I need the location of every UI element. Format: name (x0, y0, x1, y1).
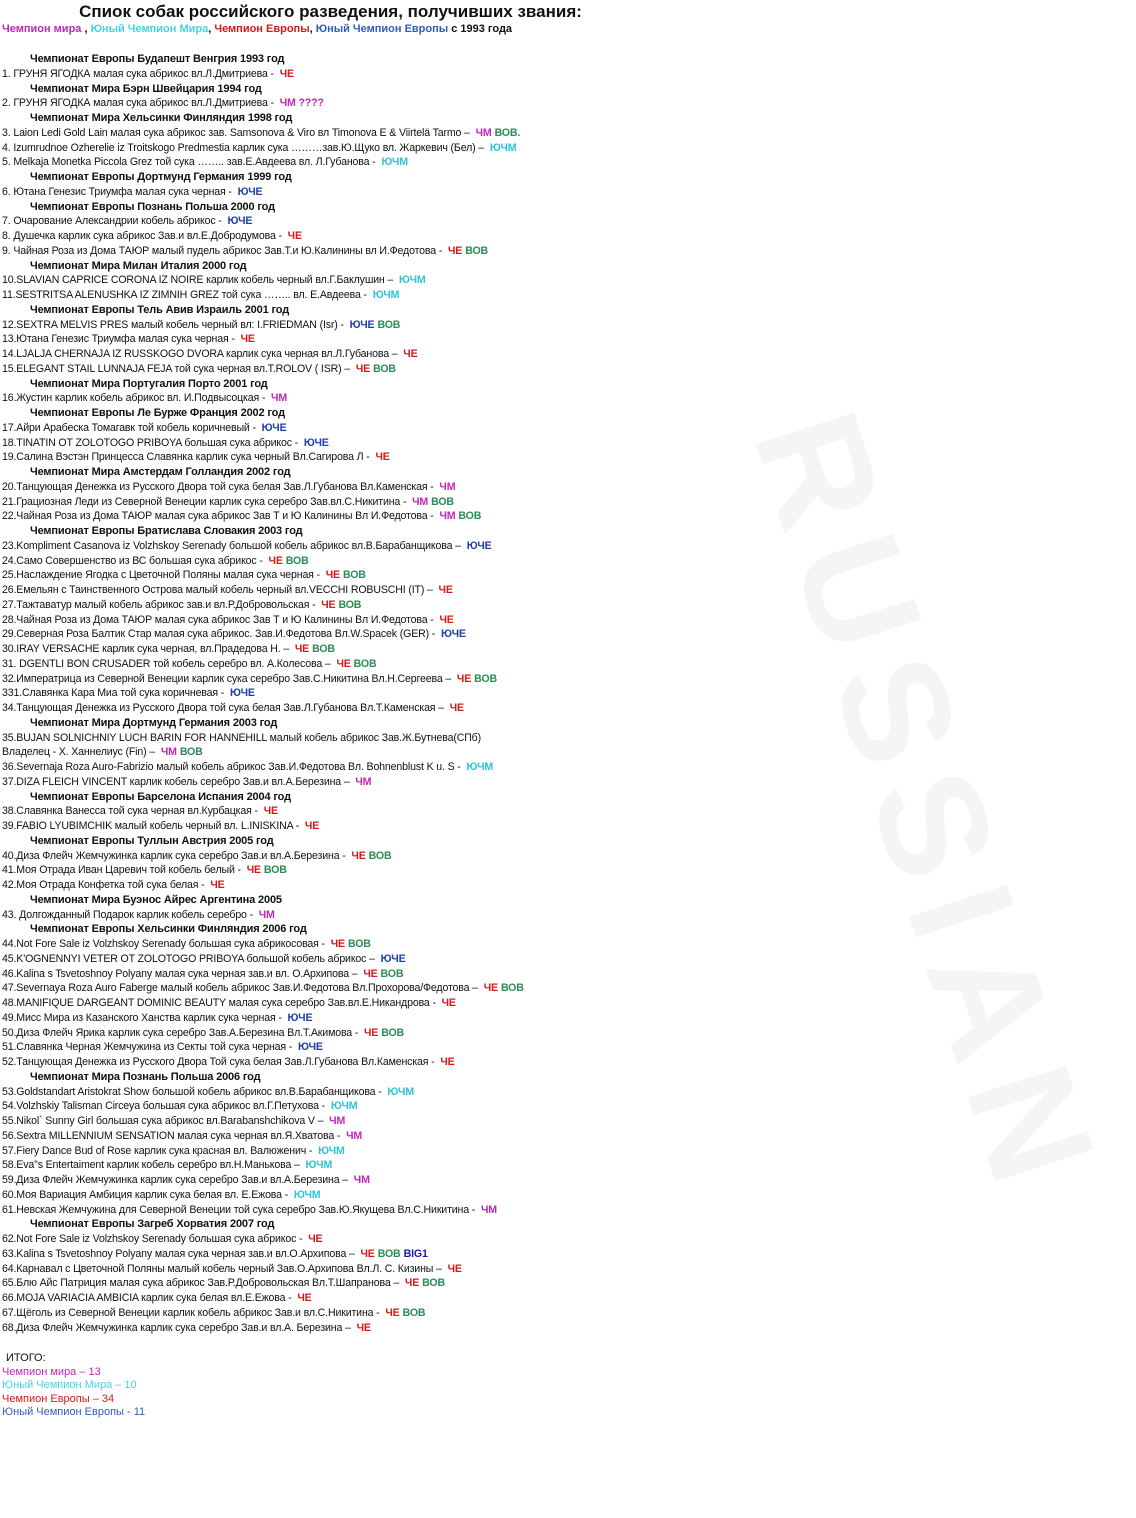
title-badge: ЮЧЕ (303, 436, 329, 449)
championship-heading (0, 834, 661, 849)
title-badge: ВОВ (458, 510, 482, 523)
title-badge: ЧЕ (385, 1306, 400, 1319)
title-badge: ЧЕ (355, 362, 371, 375)
summary-title: ИТОГО: (6, 1352, 46, 1364)
title-badge: ЮЧЕ (229, 687, 255, 700)
summary-items (2, 1366, 145, 1420)
entry-text: 5. Melkaja Monetka Piccola Grez той сука …….. зав.Е.Авдеева вл. Л.Губанова - (2, 156, 379, 169)
legend-segment: , (81, 23, 91, 35)
title-badge: ЧЕ (336, 657, 351, 670)
title-badge: ВОВ (381, 1026, 405, 1039)
title-badge: ЮЧЕ (297, 1041, 323, 1054)
championship-heading (0, 52, 661, 67)
legend-segment: Юный Чемпион Европы (315, 23, 449, 35)
title-badge: ЮЧЕ (440, 628, 466, 641)
dog-entry (0, 701, 661, 716)
dog-entry (0, 539, 661, 554)
heading-text: Чемпионат Европы Будапешт Венгрия 1993 год (30, 53, 285, 65)
entry-text: 62.Not Fore Sale iz Volzhskoy Serenady большая сука абрикос - (2, 1233, 306, 1245)
dog-entry (0, 1188, 661, 1203)
dog-entry (0, 908, 661, 923)
entry-text: 44.Not Fore Sale iz Volzhskoy Serenady большая сука абрикосовая - (2, 938, 328, 950)
title-badge: ЮЧМ (381, 156, 408, 169)
title-badge: ЮЧЕ (466, 539, 492, 552)
entry-text: 32.Императрица из Северной Венеции карлик сука серебро Зав.С.Никитина Вл.Н.Сергеева – (2, 672, 454, 685)
dog-entry (0, 1129, 661, 1144)
title-badge: ВОВ (263, 864, 287, 877)
dog-entry (0, 981, 661, 996)
title-badge: ЧЕ (440, 1056, 455, 1068)
title-badge: ВОВ (465, 244, 489, 257)
dog-entry (0, 495, 661, 510)
championship-heading (0, 82, 661, 97)
dog-entry (0, 598, 661, 613)
dog-entry (0, 967, 661, 982)
entry-text: 15.ELEGANT STAIL LUNNAJA FEJA той сука черная вл.T.ROLOV ( ISR) – (2, 362, 353, 375)
legend-segment: , (208, 23, 215, 35)
dog-entry (0, 1321, 661, 1336)
championship-heading (0, 406, 661, 421)
title-badge: ЧЕ (325, 569, 340, 582)
legend-segment: Чемпион мира (2, 23, 82, 35)
page-title: Спиок собак российского разведения, получивших звания: (79, 2, 582, 21)
title-badge: ЧЕ (456, 672, 472, 685)
title-badge: ЮЧМ (372, 289, 400, 301)
entry-text: 35.BUJAN SOLNICHNIY LUCH BARIN FOR HANNEHILL малый кобель абрикос Зав.Ж.Бутнева(СПб) (2, 731, 481, 744)
entry-text: 9. Чайная Роза из Дома ТАЮР малый пудель абрикос Зав.Т.и Ю.Калинины вл И.Федотова - (2, 244, 445, 257)
dog-entry (0, 996, 661, 1011)
heading-text: Чемпионат Мира Амстердам Голландия 2002 год (30, 466, 291, 478)
title-badge: ЮЧЕ (237, 185, 263, 198)
championship-heading (0, 716, 661, 731)
dog-entry (0, 421, 661, 436)
dog-entry (0, 731, 661, 746)
title-badge: ЧМ (412, 495, 429, 508)
title-badge: ЧЕ (375, 451, 390, 464)
dog-entry (0, 1055, 661, 1070)
entry-text: 50.Диза Флейч Ярика карлик сука серебро Зав.А.Березина Вл.Т.Акимова - (2, 1026, 362, 1039)
title-badge: ВОВ (402, 1306, 426, 1319)
championship-heading (0, 377, 661, 392)
title-badge: ЧЕ (439, 613, 454, 626)
entry-text: 11.SESTRITSA ALENUSHKA IZ ZIMNIH GREZ той сука …….. вл. Е.Авдеева - (2, 289, 370, 301)
entry-text: 43. Долгожданный Подарок карлик кобель серебро - (2, 908, 256, 921)
entry-text: 3. Laion Ledi Gold Lain малая сука абрикос зав. Samsonova & Viro вл Timonova E & Viirtelä Tarmo – (2, 126, 473, 139)
dog-entry (0, 185, 661, 200)
championship-heading (0, 111, 661, 126)
title-badge: ЮЧМ (318, 1144, 345, 1157)
heading-text: Чемпионат Европы Дортмунд Германия 1999 год (30, 171, 292, 183)
dog-entry (0, 583, 661, 598)
entry-text: 7. Очарование Александрии кобель абрикос - (2, 215, 225, 228)
entry-text: 60.Моя Вариация Амбиция карлик сука белая вл. Е.Ежова - (2, 1188, 291, 1201)
title-badge: ЮЧМ (387, 1085, 414, 1098)
title-badge: ЧЕ (279, 67, 294, 80)
entry-text: 17.Айри Арабеска Томагавк той кобель коричневый - (2, 421, 259, 434)
title-badge: ЮЧЕ (261, 421, 287, 434)
title-badge: ЧМ (439, 480, 456, 493)
heading-text: Чемпионат Европы Хельсинки Финляндия 2006 год (30, 923, 307, 936)
dog-entry (0, 155, 661, 170)
heading-text: Чемпионат Мира Хельсинки Финляндия 1998 год (30, 112, 293, 124)
title-badge: ЧЕ (351, 849, 366, 862)
title-badge: ЧЕ (404, 1277, 420, 1290)
entry-text: 14.LJALJA CHERNAJA IZ RUSSKOGO DVORA карлик сука черная вл.Л.Губанова – (2, 348, 401, 360)
title-badge: ЮЧЕ (287, 1011, 313, 1024)
legend-segment: , (309, 23, 316, 35)
title-badge: ЧМ (346, 1129, 363, 1142)
title-badge: ЮЧЕ (380, 952, 406, 965)
legend-segment: Чемпион Европы (214, 23, 310, 35)
title-badge: ЧЕ (364, 1026, 379, 1039)
entry-text: 25.Наслаждение Ягодка с Цветочной Поляны малая сука черная - (2, 569, 323, 582)
dog-entry (0, 362, 661, 377)
entry-text: 65.Блю Айс Патриция малая сука абрикос Зав.Р.Добровольская Вл.Т.Шапранова – (2, 1277, 402, 1290)
dog-entry (0, 229, 661, 244)
title-badge: ЮЧМ (398, 274, 426, 287)
entry-text: 36.Severnaja Roza Auro-Fabrizio малый кобель абрикос Зав.И.Федотова Вл. Bohnenblust K u. S - (2, 761, 464, 773)
entry-text: 21.Грациозная Леди из Северной Венеции карлик сука серебро Зав.вл.С.Никитина - (2, 495, 410, 508)
title-badge: ЧЕ (240, 333, 255, 346)
entry-text: 53.Goldstandart Aristokrat Show большой кобель абрикос вл.В.Барабанщикова - (2, 1085, 385, 1098)
entry-text: 12.SEXTRA MELVIS PRES малый кобель черный вл: I.FRIEDMAN (Isr) - (2, 318, 347, 331)
title-badge: ВОВ (312, 643, 335, 655)
entry-text: 19.Салина Вэстэн Принцесса Славянка карлик сука черный Вл.Сагирова Л - (2, 451, 373, 464)
dog-list (0, 52, 661, 1335)
dog-entry (0, 1158, 661, 1173)
entry-text: 6. Ютана Генезис Триумфа малая сука черная - (2, 185, 235, 198)
entry-text: 22.Чайная Роза из Дома ТАЮР малая сука абрикос Зав Т и Ю Калинины Вл И.Федотова - (2, 510, 437, 523)
entry-text: 56.Sextra MILLENNIUM SENSATION малая сука черная вл.Я.Хватова - (2, 1129, 344, 1142)
title-badge: ЧМ (353, 1174, 370, 1186)
title-badge: ВОВ (342, 569, 366, 582)
dog-entry (0, 1026, 661, 1041)
title-badge: ЧЕ (441, 997, 456, 1009)
title-badge: ЧЕ (246, 864, 261, 877)
dog-entry (0, 273, 661, 288)
title-badge: ЧЕ (304, 820, 320, 832)
heading-text: Чемпионат Европы Загреб Хорватия 2007 год (30, 1218, 275, 1231)
dog-entry (0, 657, 661, 672)
title-badge: ЧМ (329, 1115, 346, 1127)
entry-text: 51.Славянка Черная Жемчужина из Секты той сука черная - (2, 1041, 295, 1054)
title-badge: ВОВ (377, 1247, 401, 1260)
title-badge: ЧМ (475, 126, 492, 139)
title-badge: ЮЧМ (466, 761, 494, 773)
dog-entry (0, 1276, 661, 1291)
title-badge: ЮЧЕ (227, 215, 253, 228)
entry-text: 2. ГРУНЯ ЯГОДКА малая сука абрикос вл.Л.Дмитриева - (2, 97, 277, 110)
dog-entry (0, 1114, 661, 1129)
championship-heading (0, 524, 661, 539)
title-badge: ЧЕ (268, 554, 283, 567)
dog-entry (0, 627, 661, 642)
entry-text: 40.Диза Флейч Жемчужинка карлик сука серебро Зав.и вл.А.Березина - (2, 849, 349, 862)
watermark: RUSSIAN (722, 392, 1134, 1220)
dog-entry (0, 450, 661, 465)
title-badge: ВОВ (353, 657, 377, 670)
title-badge: ЮЧМ (305, 1159, 333, 1172)
entry-text: 52.Танцующая Денежка из Русского Двора Той сука белая Зав.Л.Губанова Вл.Каменская - (2, 1056, 438, 1068)
summary-item: Чемпион мира – 13 (2, 1365, 101, 1378)
dog-entry (0, 509, 661, 524)
title-badge: ЮЧМ (293, 1188, 321, 1201)
title-badge: ЧЕ (448, 244, 463, 257)
entry-text: 38.Славянка Ванесса той сука черная вл.Курбацкая - (2, 805, 261, 818)
title-badge: ВОВ (347, 938, 371, 950)
entry-text: 331.Славянка Кара Миа той сука коричневая - (2, 687, 227, 700)
dog-entry (0, 1011, 661, 1026)
title-badge: ВОВ (380, 967, 404, 980)
title-badge: ЧЕ (210, 879, 225, 891)
title-badge: ВОВ (179, 746, 203, 759)
dog-entry (0, 1085, 661, 1100)
dog-entry (0, 952, 661, 967)
entry-text: 59.Диза Флейч Жемчужинка карлик сука серебро Зав.и вл.А.Березина – (2, 1174, 351, 1186)
entry-text: 67.Щёголь из Северной Венеции карлик кобель абрикос Зав.и вл.С.Никитина - (2, 1306, 383, 1319)
entry-text: 54.Volzhskiy Talisman Circeya большая сука абрикос вл.Г.Петухова - (2, 1100, 328, 1113)
title-badge: ЧМ (480, 1203, 497, 1216)
title-badge: ВОВ. (494, 126, 521, 139)
title-badge: ВОВ (368, 849, 392, 862)
legend-line (2, 22, 512, 36)
legend-segment: с 1993 года (448, 23, 513, 35)
title-badge: ЧМ (271, 392, 287, 405)
title-badge: ЧЕ (483, 982, 498, 995)
entry-text: 55.Nikol` Sunny Girl большая сука абрикос вл.Barabanshchikova V – (2, 1115, 327, 1127)
heading-text: Чемпионат Европы Познань Польша 2000 год (30, 200, 275, 213)
entry-text: 29.Северная Роза Балтик Стар малая сука абрикос. Зав.И.Федотова Вл.W.Spacek (GER) - (2, 628, 438, 641)
title-badge: ЮЧМ (489, 141, 517, 154)
entry-text: 31. DGENTLI BON CRUSADER той кобель серебро вл. А.Колесова – (2, 657, 334, 670)
title-badge: ЧЕ (363, 967, 378, 980)
heading-text: Чемпионат Европы Тель Авив Израиль 2001 год (30, 303, 290, 316)
summary-block (2, 1352, 145, 1420)
dog-entry (0, 568, 661, 583)
heading-text: Чемпионат Мира Бэрн Швейцария 1994 год (30, 82, 262, 95)
entry-text: 39.FABIO LYUBIMCHIK малый кобель черный вл. L.INISKINA - (2, 820, 302, 832)
entry-text: 26.Емельян с Таинственного Острова малый кобель черный вл.VECCHI ROBUSCHI (IT) – (2, 584, 436, 596)
entry-text: 23.Kompliment Casanova iz Volzhskoy Serenady большой кобель абрикос вл.В.Барабанщикова – (2, 539, 464, 552)
dog-entry (0, 244, 661, 259)
dog-entry (0, 1306, 661, 1321)
title-badge: ЧМ ???? (279, 97, 324, 110)
title-badge: ЧМ (160, 746, 177, 759)
dog-entry (0, 141, 661, 156)
championship-heading (0, 1217, 661, 1232)
entry-text: 28.Чайная Роза из Дома ТАЮР малая сука абрикос Зав Т и Ю Калинины Вл И.Федотова - (2, 613, 437, 626)
legend-segment: Юный Чемпион Мира (90, 23, 209, 35)
title-badge: ЧЕ (287, 230, 302, 242)
heading-text: Чемпионат Европы Ле Бурже Франция 2002 год (30, 407, 285, 419)
dog-entry (0, 436, 661, 451)
entry-text: 4. Izumrudnoe Ozherelie iz Troitskogo Predmestia карлик сука ………зав.Ю.Щуко вл. Жаркевич (Бел) – (2, 141, 487, 154)
entry-text: 58.Eva"s Entertaiment карлик кобель серебро вл.Н.Манькова – (2, 1159, 303, 1172)
championship-heading (0, 465, 661, 480)
title-badge: ЮЧМ (330, 1100, 358, 1113)
heading-text: Чемпионат Мира Милан Италия 2000 год (30, 259, 247, 272)
dog-entry (0, 745, 661, 760)
summary-item: Юный Чемпион Европы - 11 (2, 1406, 146, 1418)
entry-text: 46.Kalina s Tsvetoshnoy Polyany малая сука черная зав.и вл. О.Архипова – (2, 967, 361, 980)
championship-heading (0, 1070, 661, 1085)
heading-text: Чемпионат Европы Братислава Словакия 2003 год (30, 525, 303, 537)
title-badge: ЧЕ (330, 938, 345, 950)
title-badge: ВОВ (474, 672, 497, 685)
entry-text: 41.Моя Отрада Иван Царевич той кобель белый - (2, 864, 244, 877)
dog-entry (0, 775, 661, 790)
title-badge: ВОВ (377, 318, 401, 331)
dog-entry (0, 96, 661, 111)
heading-text: Чемпионат Мира Познань Польша 2006 год (30, 1070, 261, 1083)
championship-heading (0, 922, 661, 937)
dog-entry (0, 804, 661, 819)
dog-entry (0, 347, 661, 362)
dog-entry (0, 1247, 661, 1262)
dog-entry (0, 819, 661, 834)
dog-entry (0, 318, 661, 333)
entry-text: 63.Kalina s Tsvetoshnoy Polyany малая сука черная зав.и вл.О.Архипова – (2, 1247, 358, 1260)
entry-text: 27.Тажтаватур малый кобель абрикос зав.и вл.Р.Добровольская - (2, 598, 319, 611)
entry-text: 64.Карнавал с Цветочной Поляны малый кобель черный Зав.О.Архипова Вл.Л. С. Кизины – (2, 1262, 445, 1275)
title-badge: ЧЕ (360, 1247, 375, 1260)
entry-text: Владелец - Х. Ханнелиус (Fin) – (2, 746, 158, 759)
dog-entry (0, 1040, 661, 1055)
dog-entry (0, 1144, 661, 1159)
title-badge: BIG1 (403, 1247, 428, 1260)
title-badge: ЧМ (258, 908, 275, 921)
entry-text: 68.Диза Флейч Жемчужинка карлик сука серебро Зав.и вл.А. Березина – (2, 1321, 354, 1334)
summary-item: Юный Чемпион Мира – 10 (2, 1379, 137, 1391)
dog-entry (0, 878, 661, 893)
entry-text: 30.IRAY VERSACHE карлик сука черная, вл.Прадедова Н. – (2, 643, 292, 655)
title-badge: ЧЕ (308, 1233, 323, 1245)
entry-text: 16.Жустин карлик кобель абрикос вл. И.Подвысоцкая - (2, 392, 269, 405)
entry-text: 34.Танцующая Денежка из Русского Двора той сука белая Зав.Л.Губанова Вл.Т.Каменская – (2, 702, 447, 714)
heading-text: Чемпионат Мира Португалия Порто 2001 год (30, 377, 268, 390)
dog-entry (0, 332, 661, 347)
dog-entry (0, 613, 661, 628)
entry-text: 13.Ютана Генезис Триумфа малая сука черная - (2, 333, 238, 346)
dog-entry (0, 126, 661, 141)
championship-heading (0, 200, 661, 215)
title-badge: ЧЕ (447, 1262, 462, 1275)
dog-entry (0, 391, 661, 406)
entry-text: 57.Fiery Dance Bud of Rose карлик сука красная вл. Валюженич - (2, 1144, 316, 1157)
title-badge: ЮЧЕ (349, 318, 375, 331)
heading-text: Чемпионат Европы Туллын Австрия 2005 год (30, 834, 274, 847)
entry-text: 24.Само Совершенство из ВС большая сука абрикос - (2, 554, 266, 567)
title-badge: ВОВ (431, 495, 454, 508)
heading-text: Чемпионат Мира Дортмунд Германия 2003 год (30, 716, 278, 729)
dog-entry (0, 760, 661, 775)
entry-text: 49.Мисс Мира из Казанского Ханства карлик сука черная - (2, 1011, 285, 1024)
title-badge: ЧЕ (294, 643, 310, 655)
dog-entry (0, 554, 661, 569)
dog-entry (0, 214, 661, 229)
dog-entry (0, 288, 661, 303)
dog-entry (0, 849, 661, 864)
dog-entry (0, 1203, 661, 1218)
entry-text: 1. ГРУНЯ ЯГОДКА малая сука абрикос вл.Л.Дмитриева - (2, 67, 277, 80)
dog-entry (0, 1099, 661, 1114)
title-badge: ВОВ (338, 598, 362, 611)
entry-text: 47.Severnaya Roza Auro Faberge малый кобель абрикос Зав.И.Федотова Вл.Прохорова/Федотова – (2, 982, 481, 995)
title-badge: ЧМ (439, 510, 456, 523)
title-badge: ЧМ (355, 775, 372, 788)
title-badge: ВОВ (285, 554, 309, 567)
championship-heading (0, 170, 661, 185)
summary-item: Чемпион Европы – 34 (2, 1392, 115, 1405)
dog-entry (0, 67, 661, 82)
dog-entry (0, 863, 661, 878)
title-badge: ЧЕ (297, 1292, 312, 1304)
dog-entry (0, 642, 661, 657)
dog-entry (0, 480, 661, 495)
heading-text: Чемпионат Мира Буэнос Айрес Аргентина 2005 (30, 893, 282, 906)
entry-text: 18.TINATIN OT ZOLOTOGO PRIBOYA большая сука абрикос - (2, 436, 301, 449)
championship-heading (0, 790, 661, 805)
entry-text: 48.MANIFIQUE DARGEANT DOMINIC BEAUTY малая сука серебро Зав.вл.Е.Никандрова - (2, 997, 439, 1009)
entry-text: 37.DIZA FLEICH VINCENT карлик кобель серебро Зав.и вл.А.Березина – (2, 775, 353, 788)
title-badge: ВОВ (373, 362, 396, 375)
dog-entry (0, 1262, 661, 1277)
title-badge: ЧЕ (356, 1321, 371, 1334)
entry-text: 45.K'OGNENNYI VETER OT ZOLOTOGO PRIBOYA большой кобель абрикос – (2, 952, 378, 965)
championship-heading (0, 303, 661, 318)
championship-heading (0, 893, 661, 908)
entry-text: 10.SLAVIAN CAPRICE CORONA IZ NOIRE карлик кобель черный вл.Г.Баклушин – (2, 274, 396, 287)
entry-text: 42.Моя Отрада Конфетка той сука белая - (2, 879, 208, 891)
title-badge: ВОВ (500, 982, 524, 995)
title-badge: ВОВ (422, 1277, 445, 1290)
dog-entry (0, 686, 661, 701)
title-badge: ЧЕ (321, 598, 336, 611)
championship-heading (0, 259, 661, 274)
entry-text: 20.Танцующая Денежка из Русского Двора той сука белая Зав.Л.Губанова Вл.Каменская - (2, 480, 437, 493)
entry-text: 66.MOJA VARIACIA AMBICIA карлик сука белая вл.Е.Ежова - (2, 1292, 295, 1304)
title-badge: ЧЕ (263, 805, 278, 818)
dog-entry (0, 1232, 661, 1247)
heading-text: Чемпионат Европы Барселона Испания 2004 год (30, 790, 291, 803)
dog-entry (0, 672, 661, 687)
title-badge: ЧЕ (403, 348, 418, 360)
dog-entry (0, 1291, 661, 1306)
entry-text: 61.Невская Жемчужина для Северной Венеции той сука серебро Зав.Ю.Якущева Вл.С.Никитина - (2, 1203, 478, 1216)
title-badge: ЧЕ (449, 702, 464, 714)
entry-text: 8. Душечка карлик сука абрикос Зав.и вл.Е.Добродумова - (2, 230, 285, 242)
title-badge: ЧЕ (438, 584, 453, 596)
dog-entry (0, 937, 661, 952)
dog-entry (0, 1173, 661, 1188)
